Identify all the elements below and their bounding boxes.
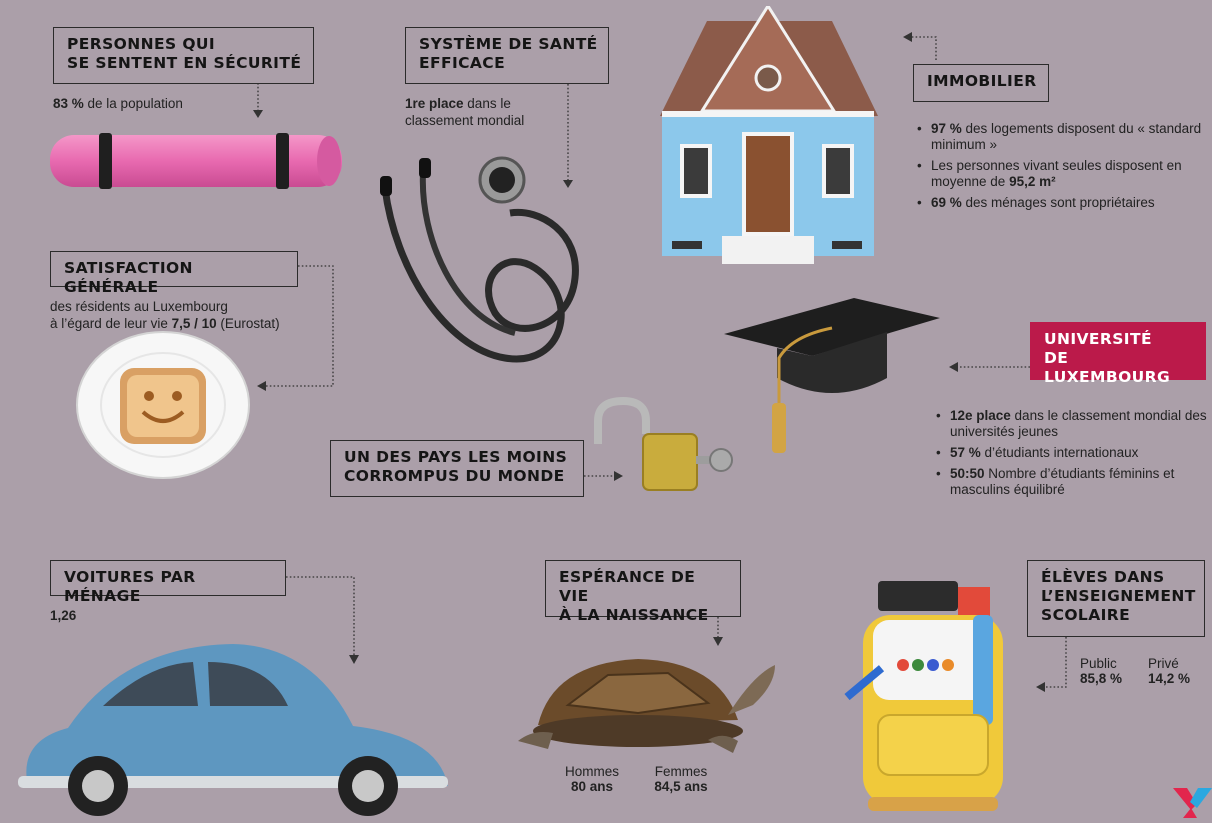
immobilier-item: • 97 % des logements disposent du « standard minimum » — [917, 121, 1202, 153]
satisfaction-text: des résidents au Luxembourg à l’égard de leur vie 7,5 / 10 (Eurostat) — [50, 299, 280, 331]
securite-text — [53, 95, 183, 112]
public-label: Public — [1080, 656, 1117, 671]
corruption-title: UN DES PAYS LES MOINS CORROMPUS DU MONDE — [330, 440, 584, 497]
voitures-value: 1,26 — [50, 608, 77, 623]
sante-desc: dans le classement mondial — [405, 96, 525, 128]
femmes-value: 84,5 ans — [654, 779, 708, 794]
universite-item: • 12e place dans le classement mondial des universités jeunes — [936, 408, 1212, 440]
universite-item: • 57 % d’étudiants internationaux — [936, 445, 1212, 461]
prive-label: Privé — [1148, 656, 1179, 671]
immobilier-title: IMMOBILIER — [913, 64, 1049, 102]
sante-text — [405, 95, 524, 129]
universite-item: • 50:50 Nombre d’étudiants féminins et masculins équilibré — [936, 466, 1212, 498]
stethoscope-icon — [375, 148, 615, 378]
universite-list — [936, 408, 1212, 503]
hommes-value: 80 ans — [570, 779, 614, 794]
voitures-title: VOITURES PAR MÉNAGE — [50, 560, 286, 596]
securite-value: 83 % — [53, 96, 84, 111]
femmes-label: Femmes — [654, 764, 708, 779]
universite-title: UNIVERSITÉ DE LUXEMBOURG — [1030, 322, 1206, 380]
car-icon — [8, 636, 456, 816]
prive-value: 14,2 % — [1148, 671, 1191, 686]
graduation-cap-icon — [722, 298, 942, 458]
esperance-femmes — [643, 764, 719, 794]
open-padlock-icon — [588, 396, 738, 496]
tortoise-icon — [513, 645, 779, 760]
public-value: 85,8 % — [1080, 671, 1123, 686]
eleves-title: ÉLÈVES DANS L’ENSEIGNEMENT SCOLAIRE — [1027, 560, 1205, 637]
immobilier-list — [917, 121, 1202, 216]
esperance-hommes — [560, 764, 624, 794]
smiley-toast-plate-icon — [75, 330, 251, 480]
esperance-title: ESPÉRANCE DE VIE À LA NAISSANCE — [545, 560, 741, 617]
sante-value: 1re place — [405, 96, 464, 111]
satisfaction-title: SATISFACTION GÉNÉRALE — [50, 251, 298, 287]
school-backpack-icon — [838, 575, 1028, 818]
hommes-label: Hommes — [564, 764, 619, 779]
luxembourg-logo-icon — [1173, 788, 1212, 818]
securite-desc: de la population — [83, 96, 183, 111]
securite-title: PERSONNES QUI SE SENTENT EN SÉCURITÉ — [53, 27, 314, 84]
satisfaction-value: 7,5 / 10 — [171, 316, 217, 331]
eleves-prive — [1148, 656, 1208, 686]
eleves-public — [1080, 656, 1140, 686]
sante-title: SYSTÈME DE SANTÉ EFFICACE — [405, 27, 609, 84]
immobilier-item: • 69 % des ménages sont propriétaires — [917, 195, 1202, 211]
house-icon — [652, 6, 884, 268]
yoga-mat-icon — [46, 125, 346, 195]
immobilier-item: • Les personnes vivant seules disposent en moyenne de 95,2 m² — [917, 158, 1202, 190]
